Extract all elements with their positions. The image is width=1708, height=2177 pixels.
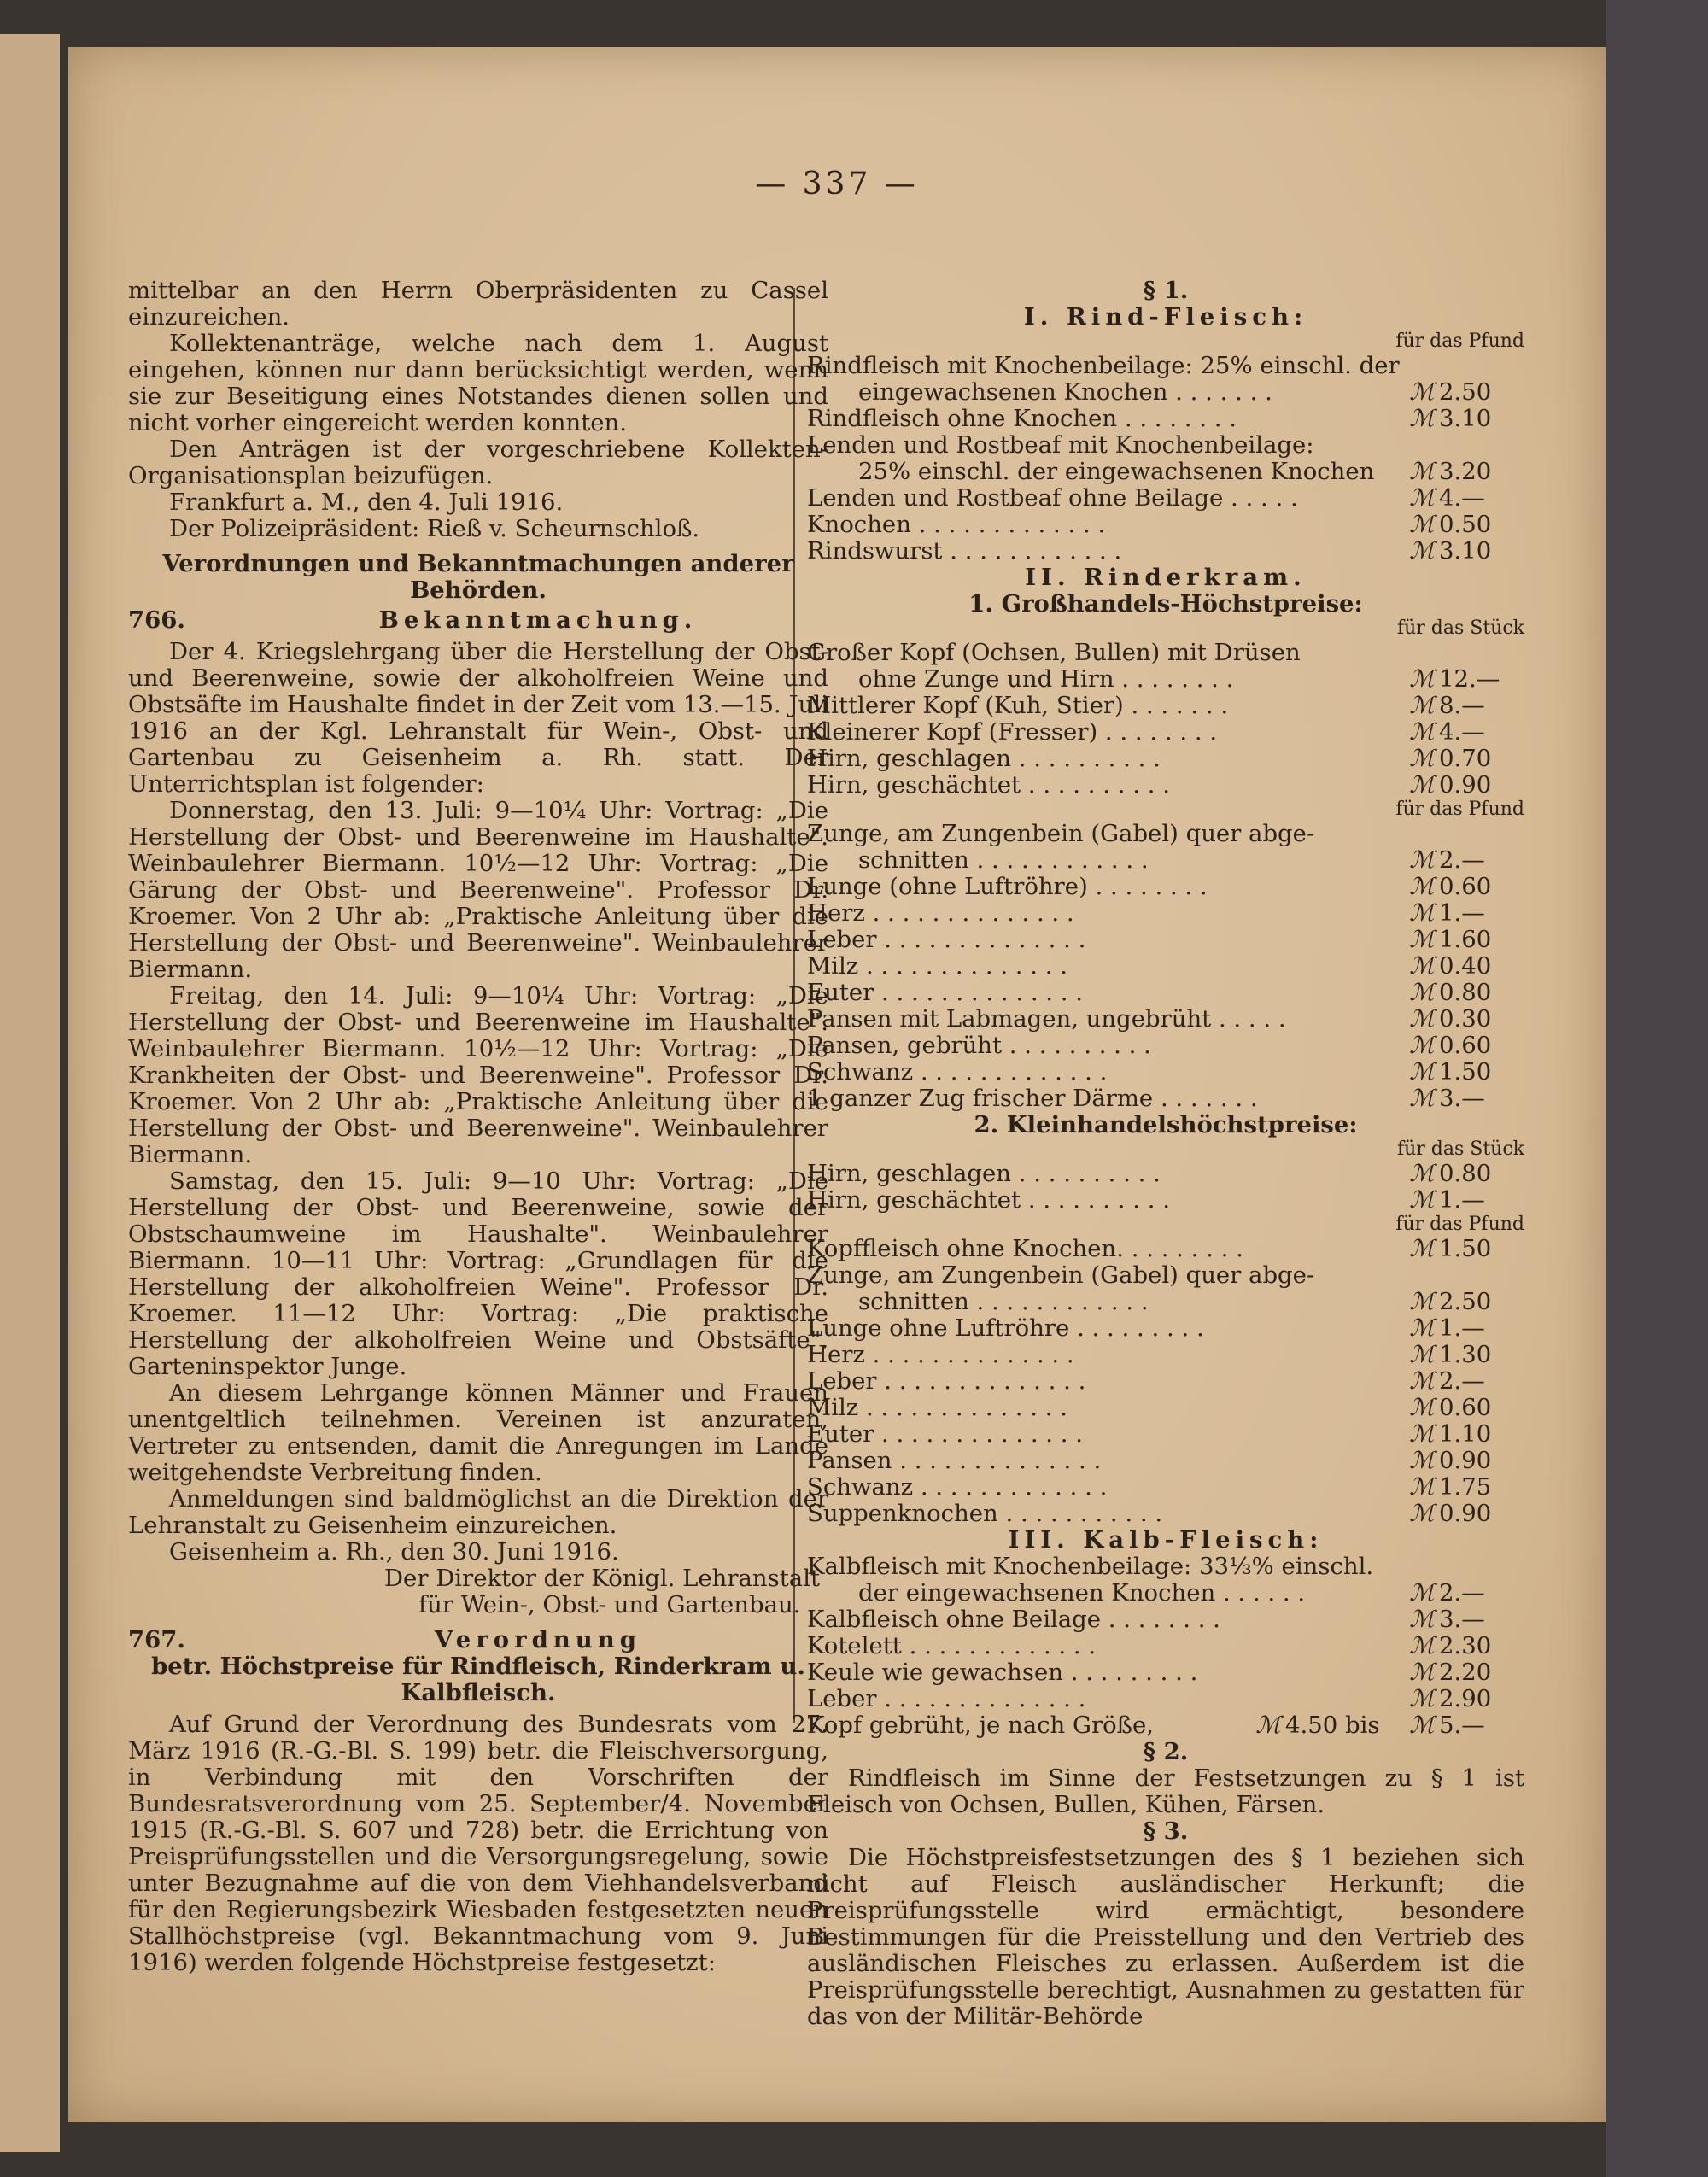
price-label: Suppenknochen . . . . . . . . . . . xyxy=(807,1500,1163,1527)
price-value: 2.90 xyxy=(1439,1685,1492,1712)
price-label: ohne Zunge und Hirn . . . . . . . . xyxy=(858,665,1234,693)
paragraph: An diesem Lehrgange können Männer und Frauen unentgeltlich teilnehmen. Vereinen ist anzuraten, Vertreter zu entsenden, damit die Anregungen im Lande weitgehendste Verbreitung finden. xyxy=(128,1379,828,1486)
price-value: 2.— xyxy=(1439,846,1485,874)
price-value: 2.30 xyxy=(1439,1632,1492,1659)
price-value: 0.80 xyxy=(1439,979,1492,1006)
price-row xyxy=(807,821,1524,847)
currency-sign: ℳ xyxy=(1409,899,1435,927)
price-row xyxy=(807,1033,1524,1059)
currency-sign: ℳ xyxy=(1409,1160,1435,1187)
paragraph-sign: § 1. xyxy=(1143,277,1189,304)
price-label: Leber . . . . . . . . . . . . . . xyxy=(807,926,1086,953)
price-row xyxy=(807,1059,1524,1086)
price-row xyxy=(807,927,1524,953)
currency-sign: ℳ xyxy=(1409,873,1435,900)
price-value: 2.20 xyxy=(1439,1659,1492,1686)
price-row xyxy=(807,640,1524,666)
price-value: 0.60 xyxy=(1439,1032,1492,1059)
price-label: Hirn, geschlagen . . . . . . . . . . xyxy=(807,745,1161,772)
price-label: Kalbfleisch ohne Beilage . . . . . . . . xyxy=(807,1606,1220,1633)
price-label: Zunge, am Zungenbein (Gabel) quer abge- xyxy=(807,1261,1315,1289)
price-row xyxy=(807,1187,1524,1214)
currency-sign: ℳ xyxy=(1409,537,1435,565)
facing-page-edge xyxy=(0,34,60,2152)
price-table-rind xyxy=(807,353,1524,565)
price-value: 0.60 xyxy=(1439,873,1492,900)
currency-sign: ℳ xyxy=(1409,1632,1435,1659)
price-row xyxy=(807,1368,1524,1395)
price-row xyxy=(807,719,1524,746)
price-row xyxy=(807,772,1524,799)
price-label: 25% einschl. der eingewachsenen Knochen xyxy=(858,458,1375,485)
currency-sign: ℳ xyxy=(1409,1005,1435,1033)
price-label: 1 ganzer Zug frischer Därme . . . . . . . xyxy=(807,1085,1258,1112)
schedule-thursday: Donnerstag, den 13. Juli: 9—10¼ Uhr: Vortrag: „Die Herstellung der Obst- und Beerenweine im Haushalte". Weinbaulehrer Biermann. 10½—12 Uhr: Vortrag: „Die Gärung der Obst- und Beerenweine". Professor Dr. Kroemer. Von 2 Uhr ab: „Praktische Anleitung über die Herstellung der Obst- und Beerenweine". Weinbaulehrer Biermann. xyxy=(128,797,828,983)
right-column xyxy=(807,278,1524,2030)
currency-sign: ℳ xyxy=(1409,1235,1435,1262)
price-value: 1.— xyxy=(1439,899,1485,927)
price-value: 0.50 xyxy=(1439,511,1492,538)
price-row xyxy=(807,1712,1524,1739)
currency-sign: ℳ xyxy=(1409,926,1435,953)
price-row xyxy=(807,874,1524,900)
price-value: 3.20 xyxy=(1439,458,1492,485)
price-label: Pansen, gebrüht . . . . . . . . . . xyxy=(807,1032,1151,1059)
currency-sign: ℳ xyxy=(1409,846,1435,874)
table-heading: III. Kalb-Fleisch: xyxy=(1008,1526,1324,1554)
currency-sign: ℳ xyxy=(1409,771,1435,799)
price-value: 5.— xyxy=(1439,1712,1485,1739)
currency-sign: ℳ xyxy=(1409,1606,1435,1633)
currency-sign: ℳ xyxy=(1409,1085,1435,1112)
book-spine xyxy=(1606,0,1708,2177)
price-label: Leber . . . . . . . . . . . . . . xyxy=(807,1367,1086,1395)
price-label: Knochen . . . . . . . . . . . . . xyxy=(807,511,1106,538)
notice-title: Bekanntmachung. xyxy=(378,606,698,634)
price-value: 4.— xyxy=(1439,484,1485,512)
paragraph: Die Höchstpreisfestsetzungen des § 1 beziehen sich nicht auf Fleisch ausländischer Herkunft; die Preisprüfungsstelle wird ermächtigt, besondere Bestimmungen für die Preisstellung und den Vertrieb des ausländischen Fleisches zu erlassen. Außerdem ist die Preisprüfungsstelle berechtigt, Ausnahmen zu gestatten für das von der Militär-Behörde xyxy=(807,1844,1524,2030)
price-row xyxy=(807,406,1524,432)
price-row xyxy=(807,1342,1524,1368)
price-value: 1.60 xyxy=(1439,926,1492,953)
price-label: Pansen mit Labmagen, ungebrüht . . . . . xyxy=(807,1005,1286,1033)
price-row xyxy=(807,900,1524,927)
unit-label: für das Stück xyxy=(1396,1138,1524,1160)
price-row xyxy=(807,1474,1524,1501)
unit-label: für das Stück xyxy=(1396,617,1524,639)
price-value: 8.— xyxy=(1439,692,1485,719)
price-row xyxy=(807,459,1524,485)
currency-sign: ℳ xyxy=(1409,1473,1435,1501)
price-value: 0.90 xyxy=(1439,771,1492,799)
currency-sign: ℳ xyxy=(1409,665,1435,693)
price-label: Hirn, geschächtet . . . . . . . . . . xyxy=(807,1186,1170,1214)
price-value: 0.60 xyxy=(1439,1394,1492,1421)
price-value: 2.50 xyxy=(1439,1288,1492,1315)
price-value: 0.40 xyxy=(1439,952,1492,980)
price-table-retail-piece xyxy=(807,1161,1524,1214)
price-row xyxy=(807,693,1524,719)
price-label: Rindfleisch mit Knochenbeilage: 25% einschl. der xyxy=(807,352,1400,379)
table-heading: I. Rind-Fleisch: xyxy=(1023,303,1308,331)
price-label: Zunge, am Zungenbein (Gabel) quer abge- xyxy=(807,820,1315,847)
price-row xyxy=(807,1289,1524,1315)
price-label: Euter . . . . . . . . . . . . . . xyxy=(807,1420,1084,1448)
schedule-saturday: Samstag, den 15. Juli: 9—10 Uhr: Vortrag: „Die Herstellung der Obst- und Beerenweine, sowie der Obstschaumweine im Haushalte". Weinbaulehrer Biermann. 10—11 Uhr: Vortrag: „Grundlagen für die Herstellung der alkoholfreien Weine". Professor Dr. Kroemer. 11—12 Uhr: Vortrag: „Die praktische Herstellung der alkoholfreien Weine und Obstsäfte". Garteninspektor Junge. xyxy=(128,1168,828,1380)
price-row xyxy=(807,512,1524,538)
price-label: Milz . . . . . . . . . . . . . . xyxy=(807,1394,1068,1421)
price-row xyxy=(807,1633,1524,1659)
table-subheading: 2. Kleinhandelshöchstpreise: xyxy=(974,1111,1358,1138)
table-heading: II. Rinderkram. xyxy=(1025,564,1307,591)
currency-sign: ℳ xyxy=(1409,1500,1435,1527)
currency-sign: ℳ xyxy=(1409,1032,1435,1059)
paragraph-sign: § 2. xyxy=(1143,1738,1189,1765)
currency-sign: ℳ xyxy=(1409,979,1435,1006)
price-value: 4.— xyxy=(1439,718,1485,746)
price-value: 2.— xyxy=(1439,1367,1485,1395)
paragraph: Anmeldungen sind baldmöglichst an die Direktion der Lehranstalt zu Geisenheim einzureichen. xyxy=(128,1485,828,1539)
price-label: Herz . . . . . . . . . . . . . . xyxy=(807,1341,1074,1368)
notice-header xyxy=(128,607,828,634)
price-value: 0.90 xyxy=(1439,1500,1492,1527)
price-table-wholesale-pound xyxy=(807,821,1524,1112)
paragraph-sign: § 3. xyxy=(1143,1817,1189,1845)
price-value: 1.10 xyxy=(1439,1420,1492,1448)
paragraph: Auf Grund der Verordnung des Bundesrats vom 27. März 1916 (R.-G.-Bl. S. 199) betr. die Fleischversorgung, in Verbindung mit den Vorschriften der Bundesratsverordnung vom 25. September/4. November 1915 (R.-G.-Bl. S. 607 und 728) betr. die Errichtung von Preisprüfungsstellen und die Versorgungsregelung, sowie unter Bezugnahme auf die von dem Viehhandelsverband für den Regierungsbezirk Wiesbaden festgesetzten neuen Stallhöchstpreise (vgl. Bekanntmachung vom 9. Juni 1916) werden folgende Höchstpreise festgesetzt: xyxy=(128,1711,828,1976)
price-label: Keule wie gewachsen . . . . . . . . . xyxy=(807,1659,1198,1686)
currency-sign: ℳ xyxy=(1409,745,1435,772)
price-table-kalb xyxy=(807,1554,1524,1712)
price-label: Milz . . . . . . . . . . . . . . xyxy=(807,952,1068,980)
place-date: Geisenheim a. Rh., den 30. Juni 1916. xyxy=(169,1538,619,1565)
signature: Der Polizeipräsident: Rieß v. Scheurnschloß. xyxy=(169,515,700,542)
currency-sign: ℳ xyxy=(1409,1341,1435,1368)
price-value: 1.— xyxy=(1439,1186,1485,1214)
currency-sign: ℳ xyxy=(1409,1367,1435,1395)
price-label: Hirn, geschächtet . . . . . . . . . . xyxy=(807,771,1170,799)
table-subheading: 1. Großhandels-Höchstpreise: xyxy=(968,590,1363,617)
price-label: Euter . . . . . . . . . . . . . . xyxy=(807,979,1084,1006)
price-row xyxy=(807,1501,1524,1527)
price-row xyxy=(807,847,1524,874)
price-label: Schwanz . . . . . . . . . . . . . xyxy=(807,1058,1108,1086)
price-label: Kopffleisch ohne Knochen. . . . . . . . . xyxy=(807,1235,1243,1262)
price-value: 0.30 xyxy=(1439,1005,1492,1033)
price-label: Leber . . . . . . . . . . . . . . xyxy=(807,1685,1086,1712)
price-row xyxy=(807,1606,1524,1633)
price-row xyxy=(807,485,1524,512)
notice-header xyxy=(128,1627,828,1653)
price-value: 0.80 xyxy=(1439,1160,1492,1187)
price-table-retail-pound xyxy=(807,1236,1524,1527)
price-row xyxy=(807,1236,1524,1262)
notice-number: 766. xyxy=(128,606,185,634)
price-label: Hirn, geschlagen . . . . . . . . . . xyxy=(807,1160,1161,1187)
price-row xyxy=(807,1161,1524,1187)
currency-sign: ℳ xyxy=(1409,1447,1435,1474)
price-row xyxy=(807,1580,1524,1606)
currency-sign: ℳ xyxy=(1409,1579,1435,1606)
price-row xyxy=(807,980,1524,1006)
signature-line-2: für Wein-, Obst- und Gartenbau. xyxy=(418,1591,801,1618)
unit-label: für das Pfund xyxy=(1395,331,1524,352)
price-value: 1.30 xyxy=(1439,1341,1492,1368)
notice-number: 767. xyxy=(128,1626,185,1653)
paragraph: Kollektenanträge, welche nach dem 1. August eingehen, können nur dann berücksichtigt werden, wenn sie zur Beseitigung eines Notstandes dienen sollen und nicht vorher eingereicht werden konnten. xyxy=(128,330,828,436)
price-label: schnitten . . . . . . . . . . . . xyxy=(858,846,1149,874)
price-label: Kopf gebrüht, je nach Größe, xyxy=(807,1712,1155,1739)
price-label: Mittlerer Kopf (Kuh, Stier) . . . . . . . xyxy=(807,692,1229,719)
price-label: Herz . . . . . . . . . . . . . . xyxy=(807,899,1074,927)
currency-sign: ℳ xyxy=(1409,1685,1435,1712)
price-row xyxy=(807,353,1524,379)
price-value: 12.— xyxy=(1439,665,1500,693)
price-row xyxy=(807,379,1524,406)
paragraph: Rindfleisch im Sinne der Festsetzungen zu § 1 ist Fleisch von Ochsen, Bullen, Kühen, Färsen. xyxy=(807,1764,1524,1818)
price-row xyxy=(807,953,1524,980)
price-value: 2.— xyxy=(1439,1579,1485,1606)
price-label: Kalbfleisch mit Knochenbeilage: 33⅓% einschl. xyxy=(807,1553,1374,1580)
price-value: 1.— xyxy=(1439,1314,1485,1342)
price-label: Großer Kopf (Ochsen, Bullen) mit Drüsen xyxy=(807,639,1301,666)
place-date: Frankfurt a. M., den 4. Juli 1916. xyxy=(169,489,564,516)
price-row xyxy=(807,1659,1524,1686)
price-table-wholesale-piece xyxy=(807,640,1524,799)
price-label: eingewachsenen Knochen . . . . . . . xyxy=(858,378,1272,406)
currency-sign: ℳ xyxy=(1409,1314,1435,1342)
price-value: 3.10 xyxy=(1439,537,1492,565)
price-value: 4.50 bis xyxy=(1285,1712,1380,1739)
price-row xyxy=(807,432,1524,459)
signature-line-1: Der Direktor der Königl. Lehranstalt xyxy=(384,1565,821,1592)
price-label: Lunge ohne Luftröhre . . . . . . . . . xyxy=(807,1314,1204,1342)
price-value: 3.— xyxy=(1439,1085,1485,1112)
price-row xyxy=(807,1006,1524,1033)
paragraph: mittelbar an den Herrn Oberpräsidenten zu Cassel einzureichen. xyxy=(128,277,828,331)
currency-sign: ℳ xyxy=(1409,405,1435,432)
unit-label: für das Pfund xyxy=(1395,799,1524,820)
price-row xyxy=(807,1315,1524,1342)
currency-sign: ℳ xyxy=(1409,1288,1435,1315)
price-row xyxy=(807,1086,1524,1112)
paragraph: Der 4. Kriegslehrgang über die Herstellung der Obst- und Beerenweine, sowie der alkoholfreien Weine und Obstsäfte im Haushalte findet in der Zeit vom 13.—15. Juli 1916 an der Kgl. Lehranstalt für Wein-, Obst- und Gartenbau zu Geisenheim a. Rh. statt. Der Unterrichtsplan ist folgender: xyxy=(128,638,828,798)
price-row xyxy=(807,666,1524,693)
section-heading: Verordnungen und Bekanntmachungen anderer Behörden. xyxy=(162,550,794,604)
currency-sign: ℳ xyxy=(1409,1659,1435,1686)
price-row xyxy=(807,1395,1524,1421)
price-value: 2.50 xyxy=(1439,378,1492,406)
price-value: 0.70 xyxy=(1439,745,1492,772)
currency-sign: ℳ xyxy=(1409,718,1435,746)
currency-sign: ℳ xyxy=(1409,458,1435,485)
page-number: — 337 — xyxy=(755,167,919,202)
price-row xyxy=(807,538,1524,565)
left-column xyxy=(128,278,828,1976)
price-label: Lenden und Rostbeaf mit Knochenbeilage: xyxy=(807,431,1314,459)
schedule-friday: Freitag, den 14. Juli: 9—10¼ Uhr: Vortrag: „Die Herstellung der Obst- und Beerenweine im Haushalte". Weinbaulehrer Biermann. 10½—12 Uhr: Vortrag: „Die Krankheiten der Obst- und Beerenweine". Professor Dr. Kroemer. Von 2 Uhr ab: „Praktische Anleitung über die Herstellung der Obst- und Beerenweine". Weinbaulehrer Biermann. xyxy=(128,982,828,1168)
currency-sign: ℳ xyxy=(1409,378,1435,406)
notice-subtitle: betr. Höchstpreise für Rindfleisch, Rinderkram u. Kalbfleisch. xyxy=(151,1653,805,1706)
notice-title: Verordnung xyxy=(434,1626,642,1653)
currency-sign: ℳ xyxy=(1409,1394,1435,1421)
currency-sign: ℳ xyxy=(1409,1058,1435,1086)
price-label: Lenden und Rostbeaf ohne Beilage . . . . . xyxy=(807,484,1298,512)
currency-sign: ℳ xyxy=(1255,1712,1281,1739)
price-row xyxy=(807,1686,1524,1712)
price-row xyxy=(807,1448,1524,1474)
currency-sign: ℳ xyxy=(1409,511,1435,538)
price-row xyxy=(807,1554,1524,1580)
price-row xyxy=(807,746,1524,772)
currency-sign: ℳ xyxy=(1409,1712,1435,1739)
currency-sign: ℳ xyxy=(1409,952,1435,980)
price-value: 1.50 xyxy=(1439,1235,1492,1262)
price-value: 0.90 xyxy=(1439,1447,1492,1474)
price-value: 3.10 xyxy=(1439,405,1492,432)
price-label: Schwanz . . . . . . . . . . . . . xyxy=(807,1473,1108,1501)
paragraph: Den Anträgen ist der vorgeschriebene Kollekten-Organisationsplan beizufügen. xyxy=(128,436,828,489)
price-value: 1.50 xyxy=(1439,1058,1492,1086)
unit-label: für das Pfund xyxy=(1395,1214,1524,1235)
currency-sign: ℳ xyxy=(1409,1420,1435,1448)
price-label: der eingewachsenen Knochen . . . . . . xyxy=(858,1579,1306,1606)
currency-sign: ℳ xyxy=(1409,1186,1435,1214)
price-value: 3.— xyxy=(1439,1606,1485,1633)
currency-sign: ℳ xyxy=(1409,692,1435,719)
price-label: Pansen . . . . . . . . . . . . . . xyxy=(807,1447,1102,1474)
price-row xyxy=(807,1421,1524,1448)
currency-sign: ℳ xyxy=(1409,484,1435,512)
price-label: Kleinerer Kopf (Fresser) . . . . . . . . xyxy=(807,718,1218,746)
price-value: 1.75 xyxy=(1439,1473,1492,1501)
price-label: Rindswurst . . . . . . . . . . . . xyxy=(807,537,1122,565)
price-label: Lunge (ohne Luftröhre) . . . . . . . . xyxy=(807,873,1208,900)
document-page xyxy=(68,47,1606,2122)
price-label: schnitten . . . . . . . . . . . . xyxy=(858,1288,1149,1315)
price-label: Rindfleisch ohne Knochen . . . . . . . . xyxy=(807,405,1237,432)
price-row xyxy=(807,1262,1524,1289)
price-label: Kotelett . . . . . . . . . . . . . xyxy=(807,1632,1097,1659)
